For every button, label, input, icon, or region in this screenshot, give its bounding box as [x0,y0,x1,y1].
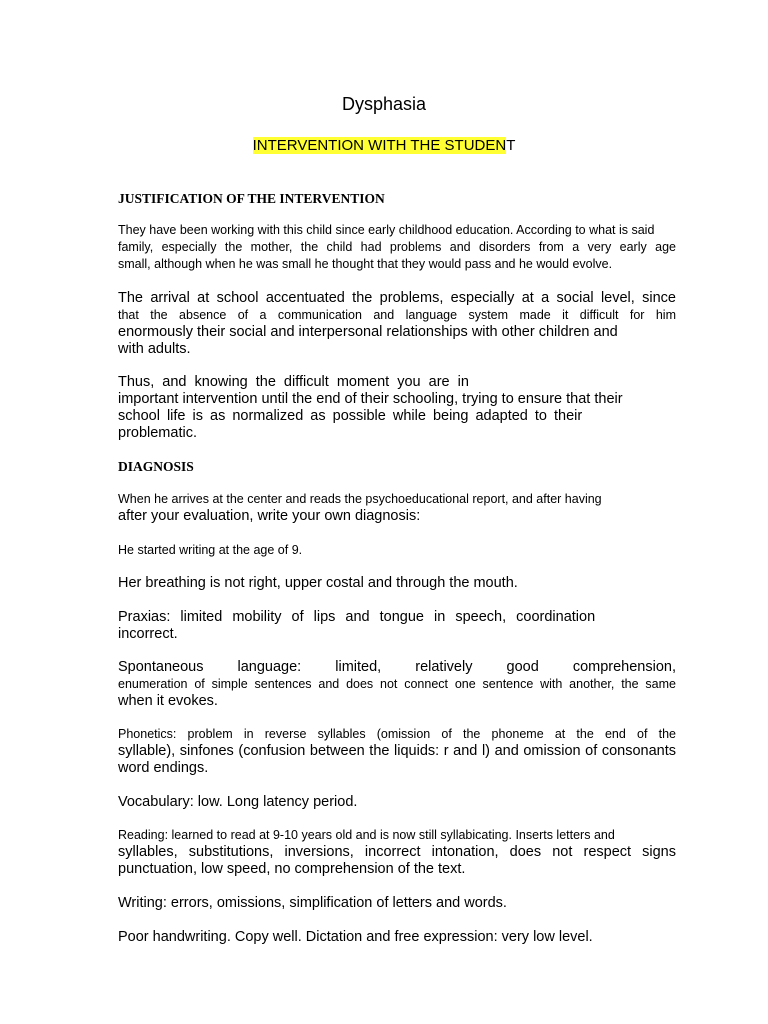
subtitle-rest-text: T [506,137,516,154]
text-line: When he arrives at the center and reads the psychoeducational report, and after having [118,492,602,506]
text-line: Thus, and knowing the difficult moment you are in [118,374,469,390]
text-line: word endings. [118,760,209,776]
text-line: enumeration of simple sentences and does not connect one sentence with another, the same [118,677,676,691]
paragraph-justification-1 [118,222,676,273]
subtitle-highlighted-text: INTERVENTION WITH THE STUDEN [252,137,507,154]
text-line: The arrival at school accentuated the problems, especially at a social level, since [118,290,676,306]
text-line: Her breathing is not right, upper costal and through the mouth. [118,575,518,591]
text-line: enormously their social and interpersonal relationships with other children and [118,324,618,340]
document-subtitle [0,136,768,156]
text-line: small, although when he was small he thought that they would pass and he would evolve. [118,257,613,271]
text-line: school life is as normalized as possible while being adapted to their [118,408,583,424]
text-line: They have been working with this child since early childhood education. According to what is said [118,223,655,237]
text-line: Phonetics: problem in reverse syllables (omission of the phoneme at the end of the [118,727,676,741]
text-line: incorrect. [118,626,178,642]
text-line: when it evokes. [118,693,218,709]
text-line: Praxias: limited mobility of lips and tongue in speech, coordination [118,609,596,625]
text-line: with adults. [118,341,191,357]
paragraph-reading [118,827,676,878]
document-title: Dysphasia [341,94,427,114]
text-line: syllables, substitutions, inversions, incorrect intonation, does not respect signs [118,844,676,860]
text-line: Writing: errors, omissions, simplification of letters and words. [118,895,507,911]
paragraph-handwriting [118,929,676,946]
text-line: Reading: learned to read at 9-10 years old and is now still syllabicating. Inserts letters and [118,828,615,842]
paragraph-justification-2 [118,290,676,358]
heading-justification: JUSTIFICATION OF THE INTERVENTION [118,191,385,206]
paragraph-justification-3 [118,374,676,442]
text-line: Vocabulary: low. Long latency period. [118,794,358,810]
heading-diagnosis: DIAGNOSIS [118,459,194,474]
paragraph-spontaneous-language [118,659,676,710]
text-line: important intervention until the end of their schooling, trying to ensure that their [118,391,623,407]
text-line: after your evaluation, write your own diagnosis: [118,508,421,524]
text-line: that the absence of a communication and language system made it difficult for him [118,308,676,322]
paragraph-vocabulary [118,794,676,811]
paragraph-breathing [118,575,676,592]
paragraph-writing-age [118,542,676,559]
paragraph-writing [118,895,676,912]
paragraph-phonetics [118,726,676,777]
paragraph-praxias [118,609,676,643]
text-line: Poor handwriting. Copy well. Dictation and free expression: very low level. [118,929,593,945]
text-line: syllable), sinfones (confusion between the liquids: r and l) and omission of consonants [118,743,676,759]
text-line: Spontaneous language: limited, relatively good comprehension, [118,659,676,675]
text-line: He started writing at the age of 9. [118,543,303,557]
paragraph-diagnosis-intro [118,491,676,525]
text-line: punctuation, low speed, no comprehension of the text. [118,861,466,877]
text-line: family, especially the mother, the child had problems and disorders from a very early age [118,240,676,254]
text-line: problematic. [118,425,197,441]
